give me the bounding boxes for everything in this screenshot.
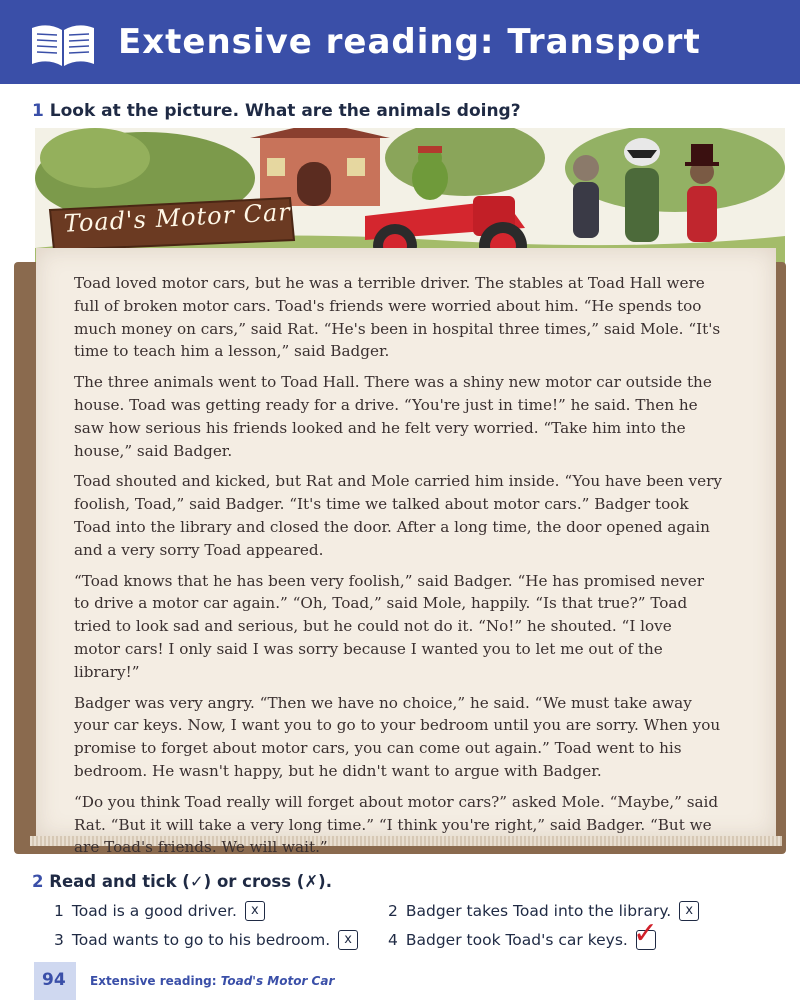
item-text: Toad is a good driver. — [71, 902, 237, 920]
story-title-sign: Toad's Motor Car — [63, 197, 292, 238]
question-1 — [32, 101, 521, 121]
story-paragraph: Toad loved motor cars, but he was a terrible driver. The stables at Toad Hall were full of broken motor cars. Toad's friends were worried about him. “He spends too much money on cars,” said Rat. “He's been in hospital three times,” said Mole. “It's time to teach him a lesson,” said Badger. — [74, 274, 721, 361]
story-paragraph: Badger was very angry. “Then we have no choice,” he said. “We must take away your car keys. Now, I want you to go to your bedroom until you are sorry. When you promise to forget about motor cars, you can come out again.” Toad went to his bedroom. He wasn't happy, but he didn't want to argue with Badger. — [74, 693, 721, 780]
question-2 — [32, 872, 332, 891]
tick-mark: ✓ — [632, 916, 658, 951]
answer-box[interactable]: x — [338, 930, 358, 950]
question-2-text: Read and tick (✓) or cross (✗). — [49, 872, 332, 891]
answer-box[interactable]: x — [245, 901, 265, 921]
answer-box[interactable] — [632, 916, 658, 951]
footer-section: Extensive reading: — [90, 974, 217, 988]
footer-caption — [90, 974, 334, 988]
answer-box[interactable]: x — [679, 901, 699, 921]
question-1-text: Look at the picture. What are the animals doing? — [49, 101, 521, 121]
question-1-number: 1 — [32, 101, 44, 121]
story-paragraph: Toad shouted and kicked, but Rat and Mole carried him inside. “You have been very foolish, Toad,” said Badger. “It's time we talked about motor cars.” Badger took Toad into the library and closed the door. After a long time, the door opened again and a very sorry Toad appeared. — [74, 472, 722, 559]
item-number: 3 — [54, 931, 64, 949]
exercise-item-4 — [388, 916, 658, 951]
story-text — [74, 272, 722, 867]
header-banner — [0, 0, 800, 84]
footer-title: Toad's Motor Car — [220, 974, 335, 988]
exercise-item-3 — [54, 930, 358, 950]
item-text: Badger took Toad's car keys. — [405, 931, 628, 949]
story-paragraph: “Toad knows that he has been very foolish,” said Badger. “He has promised never to drive a motor car again.” “Oh, Toad,” said Mole, happily. “Is that true?” Toad tried to look sad and serious, but he could not do it. “No!” he shouted. “I love motor cars! I only said I was sorry because I wanted you to let me out of the library!” — [74, 571, 705, 681]
page-title: Extensive reading: Transport — [118, 22, 701, 62]
item-number: 2 — [388, 902, 398, 920]
page-number: 94 — [42, 970, 66, 990]
story-paragraph: “Do you think Toad really will forget about motor cars?” asked Mole. “Maybe,” said Rat. “But it will take a very long time.” “I think you're right,” said Badger. “But we are Toad's friends. We will wait.” — [74, 792, 719, 857]
open-book-icon — [28, 18, 98, 70]
item-number: 4 — [388, 931, 398, 949]
question-2-number: 2 — [32, 872, 44, 891]
story-paragraph: The three animals went to Toad Hall. There was a shiny new motor car outside the house. Toad was getting ready for a drive. “You're just in time!” he said. Then he saw how serious his friends looked and he felt very worried. “Take him into the house,” said Badger. — [74, 373, 712, 460]
item-text: Toad wants to go to his bedroom. — [71, 931, 331, 949]
item-text: Badger takes Toad into the library. — [405, 902, 672, 920]
item-number: 1 — [54, 902, 64, 920]
exercise-item-1 — [54, 901, 265, 921]
